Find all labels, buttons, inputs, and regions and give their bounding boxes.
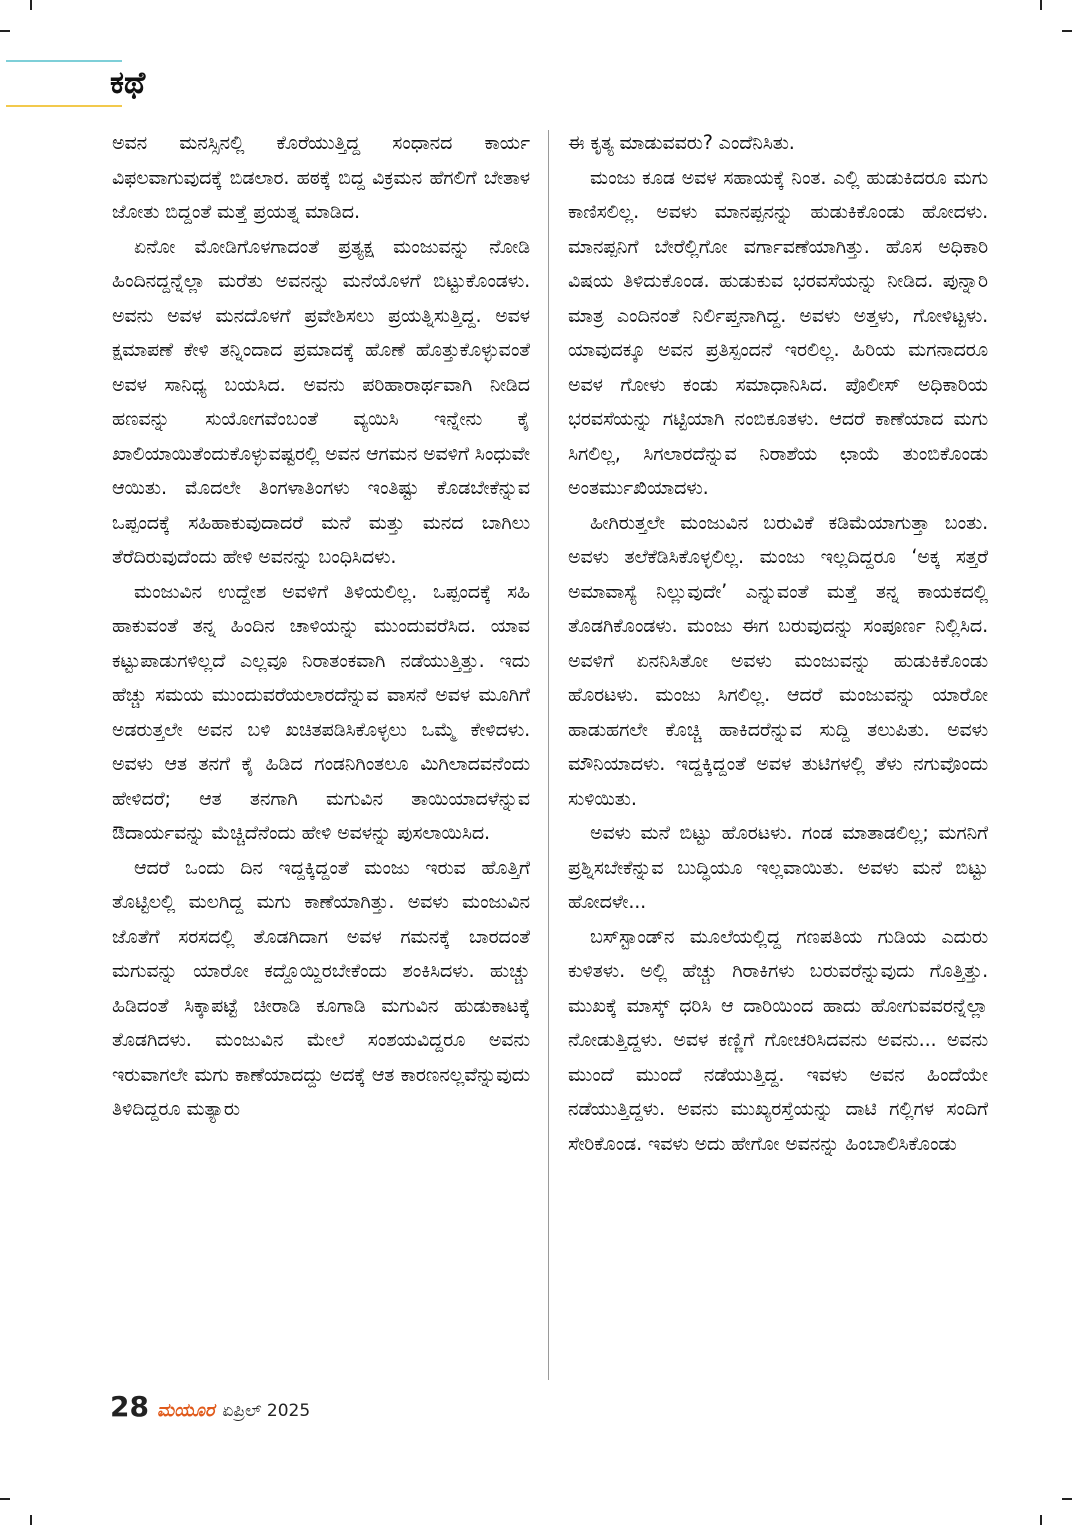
magazine-logo: ಮಯೂರ xyxy=(156,1400,215,1421)
crop-mark-top-left xyxy=(30,0,32,10)
crop-mark-bottom-left-side xyxy=(0,1498,10,1500)
page-number: 28 xyxy=(110,1390,149,1423)
issue-date: ಏಪ್ರಿಲ್ 2025 xyxy=(222,1401,311,1421)
paragraph: ಈ ಕೃತ್ಯ ಮಾಡುವವರು? ಎಂದೆನಿಸಿತು. xyxy=(568,131,795,154)
crop-mark-top-left-side xyxy=(0,30,10,32)
paragraph: ಏನೋ ಮೋಡಿಗೊಳಗಾದಂತೆ ಪ್ರತ್ಯಕ್ಷ ಮಂಜುವನ್ನು ನೋಡಿ ಹಿಂದಿನದ್ದನ್ನೆಲ್ಲಾ ಮರೆತು ಅವನನ್ನು ಮನೆಯೊಳಗೆ ಬಿಟ್ಟುಕೊಂಡಳು. ಅವನು ಅವಳ ಮನದೊಳಗೆ ಪ್ರವೇಶಿಸಲು ಪ್ರಯತ್ನಿಸುತ್ತಿದ್ದ. ಅವಳ ಕ್ಷಮಾಪಣೆ ಕೇಳಿ ತನ್ನಿಂದಾದ ಪ್ರಮಾದಕ್ಕೆ ಹೊಣೆ ಹೊತ್ತುಕೊಳ್ಳುವಂತೆ ಅವಳ ಸಾನಿಧ್ಯ ಬಯಸಿದ. ಅವನು ಪರಿಹಾರಾರ್ಥವಾಗಿ ನೀಡಿದ ಹಣವನ್ನು ಸುಯೋಗವೆಂಬಂತೆ ವ್ಯಯಿಸಿ ಇನ್ನೇನು ಕೈ ಖಾಲಿಯಾಯಿತೆಂದುಕೊಳ್ಳುವಷ್ಟರಲ್ಲಿ ಅವನ ಆಗಮನ ಅವಳಿಗೆ ಸಿಂಧುವೇ ಆಯಿತು. ಮೊದಲೇ ತಿಂಗಳಾತಿಂಗಳು ಇಂತಿಷ್ಟು ಕೊಡಬೇಕೆನ್ನುವ ಒಪ್ಪಂದಕ್ಕೆ ಸಹಿಹಾಕುವುದಾದರೆ ಮನೆ ಮತ್ತು ಮನದ ಬಾಗಿಲು ತೆರೆದಿರುವುದೆಂದು ಹೇಳಿ ಅವನನ್ನು ಬಂಧಿಸಿದಳು. xyxy=(112,234,530,568)
page-footer xyxy=(110,1390,310,1430)
header-rule-top xyxy=(6,60,122,62)
paragraph: ಮಂಜುವಿನ ಉದ್ದೇಶ ಅವಳಿಗೆ ತಿಳಿಯಲಿಲ್ಲ. ಒಪ್ಪಂದಕ್ಕೆ ಸಹಿ ಹಾಕುವಂತೆ ತನ್ನ ಹಿಂದಿನ ಚಾಳಿಯನ್ನು ಮುಂದುವರೆಸಿದ. ಯಾವ ಕಟ್ಟುಪಾಡುಗಳಿಲ್ಲದೆ ಎಲ್ಲವೂ ನಿರಾತಂಕವಾಗಿ ನಡೆಯುತ್ತಿತ್ತು. ಇದು ಹೆಚ್ಚು ಸಮಯ ಮುಂದುವರೆಯಲಾರದೆನ್ನುವ ವಾಸನೆ ಅವಳ ಮೂಗಿಗೆ ಅಡರುತ್ತಲೇ ಅವನ ಬಳಿ ಖಚಿತಪಡಿಸಿಕೊಳ್ಳಲು ಒಮ್ಮೆ ಕೇಳಿದಳು. ಅವಳು ಆತ ತನಗೆ ಕೈ ಹಿಡಿದ ಗಂಡನಿಗಿಂತಲೂ ಮಿಗಿಲಾದವನೆಂದು ಹೇಳಿದರೆ; ಆತ ತನಗಾಗಿ ಮಗುವಿನ ತಾಯಿಯಾದಳೆನ್ನುವ ಔದಾರ್ಯವನ್ನು ಮೆಚ್ಚಿದೆನೆಂದು ಹೇಳಿ ಅವಳನ್ನು ಪುಸಲಾಯಿಸಿದ. xyxy=(112,579,530,844)
paragraph: ಅವನ ಮನಸ್ಸಿನಲ್ಲಿ ಕೊರೆಯುತ್ತಿದ್ದ ಸಂಧಾನದ ಕಾರ್ಯ ವಿಫಲವಾಗುವುದಕ್ಕೆ ಬಿಡಲಾರ. ಹಠಕ್ಕೆ ಬಿದ್ದ ವಿಕ್ರಮನ ಹೆಗಲಿಗೆ ಬೇತಾಳ ಜೋತು ಬಿದ್ದಂತೆ ಮತ್ತೆ ಪ್ರಯತ್ನ ಮಾಡಿದ. xyxy=(112,131,530,223)
article-column-left xyxy=(112,126,530,1382)
paragraph: ಅವಳು ಮನೆ ಬಿಟ್ಟು ಹೊರಟಳು. ಗಂಡ ಮಾತಾಡಲಿಲ್ಲ; ಮಗನಿಗೆ ಪ್ರಶ್ನಿಸಬೇಕೆನ್ನುವ ಬುದ್ಧಿಯೂ ಇಲ್ಲವಾಯಿತು. ಅವಳು ಮನೆ ಬಿಟ್ಟು ಹೋದಳೇ... xyxy=(568,821,988,913)
paragraph: ಆದರೆ ಒಂದು ದಿನ ಇದ್ದಕ್ಕಿದ್ದಂತೆ ಮಂಜು ಇರುವ ಹೊತ್ತಿಗೆ ತೊಟ್ಟಿಲಲ್ಲಿ ಮಲಗಿದ್ದ ಮಗು ಕಾಣೆಯಾಗಿತ್ತು. ಅವಳು ಮಂಜುವಿನ ಜೊತೆಗೆ ಸರಸದಲ್ಲಿ ತೊಡಗಿದಾಗ ಅವಳ ಗಮನಕ್ಕೆ ಬಾರದಂತೆ ಮಗುವನ್ನು ಯಾರೋ ಕದ್ದೊಯ್ದಿರಬೇಕೆಂದು ಶಂಕಿಸಿದಳು. ಹುಚ್ಚು ಹಿಡಿದಂತೆ ಸಿಕ್ಕಾಪಟ್ಟೆ ಚೀರಾಡಿ ಕೂಗಾಡಿ ಮಗುವಿನ ಹುಡುಕಾಟಕ್ಕೆ ತೊಡಗಿದಳು. ಮಂಜುವಿನ ಮೇಲೆ ಸಂಶಯವಿದ್ದರೂ ಅವನು ಇರುವಾಗಲೇ ಮಗು ಕಾಣೆಯಾದದ್ದು ಅದಕ್ಕೆ ಆತ ಕಾರಣನಲ್ಲವೆನ್ನುವುದು ತಿಳಿದಿದ್ದರೂ ಮತ್ಯಾರು xyxy=(112,855,530,1120)
article-column-right xyxy=(568,126,988,1382)
section-title: ಕಥೆ xyxy=(110,65,146,101)
crop-mark-top-right-side xyxy=(1062,30,1072,32)
paragraph: ಹೀಗಿರುತ್ತಲೇ ಮಂಜುವಿನ ಬರುವಿಕೆ ಕಡಿಮೆಯಾಗುತ್ತಾ ಬಂತು. ಅವಳು ತಲೆಕೆಡಿಸಿಕೊಳ್ಳಲಿಲ್ಲ. ಮಂಜು ಇಲ್ಲದಿದ್ದರೂ ‘ಅಕ್ಕ ಸತ್ತರೆ ಅಮಾವಾಸ್ಯೆ ನಿಲ್ಲುವುದೇ’ ಎನ್ನುವಂತೆ ಮತ್ತೆ ತನ್ನ ಕಾಯಕದಲ್ಲಿ ತೊಡಗಿಕೊಂಡಳು. ಮಂಜು ಈಗ ಬರುವುದನ್ನು ಸಂಪೂರ್ಣ ನಿಲ್ಲಿಸಿದ. ಅವಳಿಗೆ ಏನನಿಸಿತೋ ಅವಳು ಮಂಜುವನ್ನು ಹುಡುಕಿಕೊಂಡು ಹೊರಟಳು. ಮಂಜು ಸಿಗಲಿಲ್ಲ. ಆದರೆ ಮಂಜುವನ್ನು ಯಾರೋ ಹಾಡುಹಗಲೇ ಕೊಚ್ಚಿ ಹಾಕಿದರೆನ್ನುವ ಸುದ್ದಿ ತಲುಪಿತು. ಅವಳು ಮೌನಿಯಾದಳು. ಇದ್ದಕ್ಕಿದ್ದಂತೆ ಅವಳ ತುಟಿಗಳಲ್ಲಿ ತೆಳು ನಗುವೊಂದು ಸುಳಿಯಿತು. xyxy=(568,510,988,810)
crop-mark-bottom-right-side xyxy=(1062,1498,1072,1500)
paragraph: ಮಂಜು ಕೂಡ ಅವಳ ಸಹಾಯಕ್ಕೆ ನಿಂತ. ಎಲ್ಲಿ ಹುಡುಕಿದರೂ ಮಗು ಕಾಣಿಸಲಿಲ್ಲ. ಅವಳು ಮಾನಪ್ಪನನ್ನು ಹುಡುಕಿಕೊಂಡು ಹೋದಳು. ಮಾನಪ್ಪನಿಗೆ ಬೇರೆಲ್ಲಿಗೋ ವರ್ಗಾವಣೆಯಾಗಿತ್ತು. ಹೊಸ ಅಧಿಕಾರಿ ವಿಷಯ ತಿಳಿದುಕೊಂಡ. ಹುಡುಕುವ ಭರವಸೆಯನ್ನು ನೀಡಿದ. ಪುನ್ನಾರಿ ಮಾತ್ರ ಎಂದಿನಂತೆ ನಿರ್ಲಿಪ್ತನಾಗಿದ್ದ. ಅವಳು ಅತ್ತಳು, ಗೋಳಿಟ್ಟಳು. ಯಾವುದಕ್ಕೂ ಅವನ ಪ್ರತಿಸ್ಪಂದನೆ ಇರಲಿಲ್ಲ. ಹಿರಿಯ ಮಗನಾದರೂ ಅವಳ ಗೋಳು ಕಂಡು ಸಮಾಧಾನಿಸಿದ. ಪೊಲೀಸ್ ಅಧಿಕಾರಿಯ ಭರವಸೆಯನ್ನು ಗಟ್ಟಿಯಾಗಿ ನಂಬಿಕೂತಳು. ಆದರೆ ಕಾಣೆಯಾದ ಮಗು ಸಿಗಲಿಲ್ಲ, ಸಿಗಲಾರದೆನ್ನುವ ನಿರಾಶೆಯ ಛಾಯೆ ತುಂಬಿಕೊಂಡು ಅಂತರ್ಮುಖಿಯಾದಳು. xyxy=(568,165,988,499)
crop-mark-bottom-right xyxy=(1040,1515,1042,1525)
header-rule-bottom xyxy=(6,105,122,107)
crop-mark-bottom-left xyxy=(30,1515,32,1525)
column-divider xyxy=(548,130,549,1380)
paragraph: ಬಸ್‌ಸ್ಟಾಂಡ್‌ನ ಮೂಲೆಯಲ್ಲಿದ್ದ ಗಣಪತಿಯ ಗುಡಿಯ ಎದುರು ಕುಳಿತಳು. ಅಲ್ಲಿ ಹೆಚ್ಚು ಗಿರಾಕಿಗಳು ಬರುವರೆನ್ನುವುದು ಗೊತ್ತಿತ್ತು. ಮುಖಕ್ಕೆ ಮಾಸ್ಕ್ ಧರಿಸಿ ಆ ದಾರಿಯಿಂದ ಹಾದು ಹೋಗುವವರನ್ನೆಲ್ಲಾ ನೋಡುತ್ತಿದ್ದಳು. ಅವಳ ಕಣ್ಣಿಗೆ ಗೋಚರಿಸಿದವನು ಅವನು... ಅವನು ಮುಂದೆ ಮುಂದೆ ನಡೆಯುತ್ತಿದ್ದ. ಇವಳು ಅವನ ಹಿಂದೆಯೇ ನಡೆಯುತ್ತಿದ್ದಳು. ಅವನು ಮುಖ್ಯರಸ್ತೆಯನ್ನು ದಾಟಿ ಗಲ್ಲಿಗಳ ಸಂದಿಗೆ ಸೇರಿಕೊಂಡ. ಇವಳು ಅದು ಹೇಗೋ ಅವನನ್ನು ಹಿಂಬಾಲಿಸಿಕೊಂಡು xyxy=(568,924,988,1155)
crop-mark-top-right xyxy=(1040,0,1042,10)
